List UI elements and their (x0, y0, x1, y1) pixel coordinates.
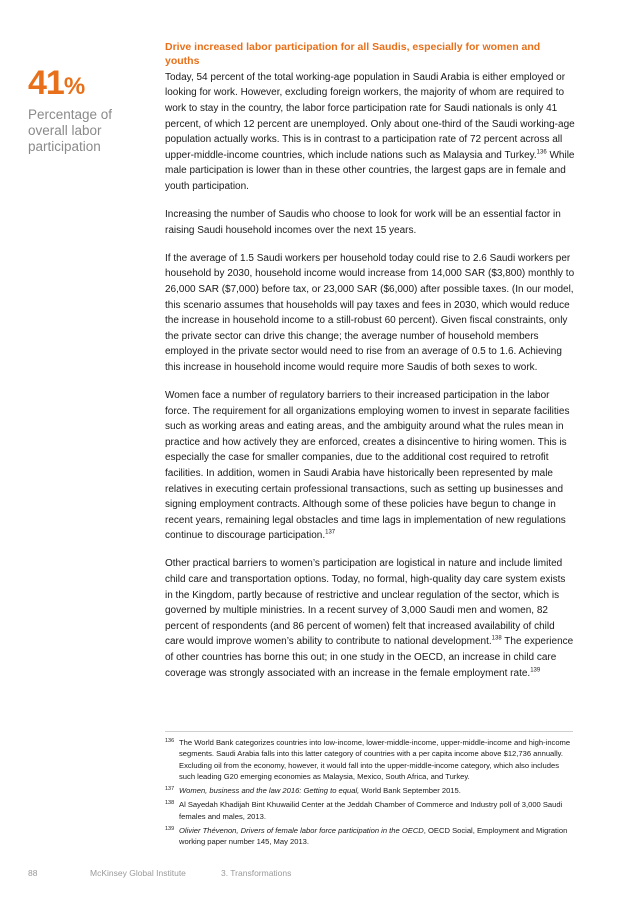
footnote (165, 785, 575, 796)
footnotes (165, 737, 575, 851)
footnote-number: 138 (165, 800, 175, 807)
chapter-name: 3. Transformations (221, 868, 292, 878)
footnote-divider (165, 731, 573, 732)
body-paragraph (165, 251, 575, 376)
footnote-number: 136 (165, 738, 175, 744)
footnote-title: Women, business and the law 2016: Getting to equal, (179, 786, 360, 796)
main-content (165, 40, 575, 694)
body-paragraph (165, 388, 575, 544)
stat-number: 41 (28, 64, 64, 102)
paragraph-text: Today, 54 percent of the total working-age population in Saudi Arabia is either employed or looking for work. However, excluding foreign workers, the majority of whom are required to work to stay in the country, the labor force participation rate for Saudi nationals is only 41 percent, of which 12 percent are unemployed. Only about one-third of the Saudi working-age population actually works. This is in contrast to a participation rate of 72 percent across all upper-middle-income countries, which include nations such as Malaysia and Turkey. (165, 71, 575, 161)
publisher-name: McKinsey Global Institute (90, 868, 186, 878)
paragraph-text: The experience of other countries has borne this out; in one study in the OECD, an increase in child care coverage was strongly associated with an increase in the female employment rate. (165, 636, 574, 679)
stat-unit: % (63, 73, 86, 100)
page-footer (0, 868, 636, 882)
stat-label-line: overall labor (28, 123, 102, 138)
footnote-text: , OECD Social, Employment and Migration working paper number 145, May 2013. (179, 826, 568, 847)
footnote-text: World Bank September 2015. (359, 786, 461, 796)
body-paragraph (165, 207, 575, 238)
stat-label-line: participation (28, 139, 101, 154)
page-number: 88 (28, 868, 38, 878)
footnote-ref[interactable]: 136 (536, 149, 547, 156)
footnote-text: The World Bank categorizes countries into low-income, lower-middle-income, upper-middle-income and high-income segments. Saudi Arabia falls into this latter category of countries with a per capita income above $12,736 annually. Excluding oil from the economy, however, it would fall into the upper-middle-income category, which also includes such leading G20 emerging economies as Malaysia, Mexico, South Africa, and Turkey. (179, 738, 571, 781)
footnote-ref[interactable]: 138 (491, 636, 502, 643)
footnote (165, 737, 575, 782)
paragraph-text: While male participation is lower than in these other countries, the largest gaps are in female and youth participation. (165, 149, 575, 192)
paragraph-text: Women face a number of regulatory barriers to their increased participation in the labor force. The requirement for all organizations employing women to invest in separate facilities such as working areas and eating areas, and the ambiguity around what the rules mean in practice and how actively they are enforced, creates a disincentive to hiring women. This is especially the case for smaller companies, due to the additional cost required to retrofit facilities. In addition, women in Saudi Arabia have historically been represented by male relatives in executing certain professional transactions, such as setting up businesses and signing employment contracts. Although some of these policies have begun to change in recent years, remaining legal obstacles and time lags in implementation of new regulations continue to discourage participation. (165, 390, 570, 542)
body-paragraph (165, 556, 575, 681)
footnote-text: Al Sayedah Khadijah Bint Khuwailid Center at the Jeddah Chamber of Commerce and Industry poll of 3,000 Saudi females and males, 2013. (179, 800, 563, 821)
body-paragraph (165, 70, 575, 195)
stat-label-line: Percentage of (28, 107, 113, 122)
stat-value (28, 66, 140, 104)
paragraph-text: If the average of 1.5 Saudi workers per household today could rise to 2.6 Saudi workers per household by 2030, household income would increase from 14,000 SAR ($3,800) monthly to 26,000 SAR ($7,000) before tax, or 23,000 SAR ($6,000) after possible taxes. (In our model, this scenario assumes that households will pay taxes and fees in 2030, which would reduce the increase in household income to a still-robust 60 percent). Given fiscal constraints, only the private sector can drive this change; the average number of household members employed in the private sector would need to rise from an average of 0.5 to 1.6. Achieving this increase in household income would require more Saudis of both sexes to work. (165, 252, 575, 373)
footnote-number: 139 (165, 826, 175, 833)
section-heading: Drive increased labor participation for all Saudis, especially for women and youths (165, 41, 541, 68)
footnote-ref[interactable]: 137 (325, 530, 336, 537)
footnote (165, 799, 575, 822)
stat-label (28, 107, 140, 155)
footnote-number: 137 (165, 786, 175, 793)
sidebar-stat (28, 66, 140, 155)
paragraph-text: Increasing the number of Saudis who choose to look for work will be an essential factor in raising Saudi household incomes over the next 15 years. (165, 209, 561, 236)
paragraph-text: Other practical barriers to women’s participation are logistical in nature and include limited child care and transportation options. Today, no formal, high-quality day care system exists in the Kingdom, partly because of restrictive and unclear regulation of the sector, which is governed by multiple ministries. In a recent survey of 3,000 Saudi men and women, 82 percent of respondents (and 86 percent of women) felt that increased availability of child care would improve women’s ability to contribute to national development. (165, 558, 566, 648)
footnote-title: Olivier Thévenon, Drivers of female labor force participation in the OECD (179, 826, 424, 836)
footnote (165, 825, 575, 848)
footnote-ref[interactable]: 139 (530, 667, 541, 674)
